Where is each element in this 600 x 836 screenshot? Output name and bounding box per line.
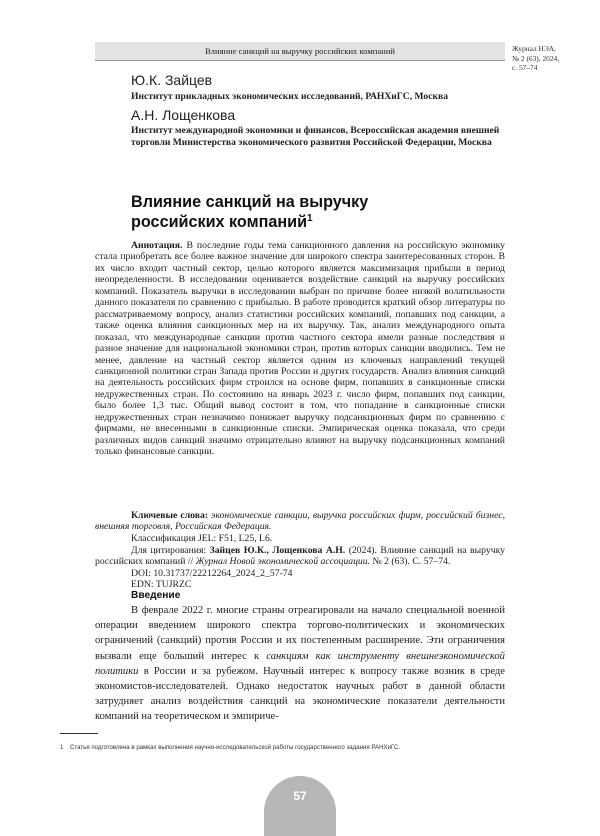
footnote xyxy=(60,744,530,751)
introduction-italic-phrase: санкциям как инструменту внешнеэкономической политики xyxy=(95,650,505,677)
running-header xyxy=(95,42,505,61)
page-number: 57 xyxy=(293,789,307,803)
edn: EDN: TUJRZC xyxy=(131,579,192,590)
citation-journal: Журнал Новой экономической ассоциации. xyxy=(195,556,371,568)
article-title-line1: Влияние санкций на выручку xyxy=(131,193,369,211)
journal-info-line1: Журнал НЭА, xyxy=(512,44,556,53)
journal-info xyxy=(512,44,596,73)
abstract-text: В последние годы тема санкционного давления на российскую экономику стала приобретать все более важное значение для широкого спектра заинтересованных сторон. В их число входит частный сектор, целью которого является максимизация прибыли в период неопределенности. В исследовании оценивается воздействие санкций на выручку российских компаний. Показатель выручки в исследовании выбран по причине более низкой волатильности данного показателя по сравнению с прибылью. В работе проводится краткий обзор литературы по рассматриваемому вопросу, анализ статистики российских компаний, попавших под санкции, а также оценка влияния санкционных мер на их выручку. Так, анализ международного опыта показал, что международные санкции против частного сектора имели разные последствия и разное значение для национальной экономики стран, против которых санкции вводились. Тем не менее, давление на частный сектор является одним из ключевых направлений текущей санкционной политики стран Запада против России и других государств. Анализ влияния санкций на деятельность российских фирм строился на основе фирм, попавших в санкционные списки недружественных стран. По состоянию на январь 2023 г. число фирм, попавших под санкции, было более 1,3 тыс. Общий вывод состоит в том, что попадание в санкционные списки недружественных стран незначимо понижает выручку подсанкционных фирм по сравнению с фирмами, не внесенными в санкционные списки. Эмпирическая оценка показала, что среди различных видов санкций значимо отрицательно влияют на выручку подсанкционных компаний только финансовые санкции. xyxy=(95,240,505,458)
citation-authors: Зайцев Ю.К., Лощенкова А.Н. xyxy=(209,545,346,556)
running-title: Влияние санкций на выручку российских компаний xyxy=(204,46,396,56)
article-title-line2: российских компаний$^1$ xyxy=(131,213,313,231)
page-number-badge xyxy=(264,776,336,836)
journal-info-line2: № 2 (63), 2024, xyxy=(512,53,560,63)
author-1-name: Ю.К. Зайцев xyxy=(131,72,213,88)
abstract xyxy=(95,240,505,458)
citation-label: Для цитирования: xyxy=(131,545,207,556)
article-title xyxy=(131,192,511,232)
footnote-text: Статья подготовлена в рамках выполнения научно-исследовательской работы государственного задания РАНХиГС. xyxy=(70,744,401,751)
abstract-label: Аннотация. xyxy=(131,240,183,251)
keywords-text: экономические санкции, выручка российских фирм, российский бизнес, внешняя торговля, Российская Федерация. xyxy=(95,510,505,533)
section-heading-introduction: Введение xyxy=(131,590,181,601)
title-footnote-mark[interactable]: 1 xyxy=(307,213,313,224)
author-1-affiliation: Институт прикладных экономических исследований, РАНХиГС, Москва xyxy=(131,91,448,102)
keywords xyxy=(95,510,505,533)
journal-info-line3: с. 57–74 xyxy=(512,63,538,73)
citation xyxy=(95,545,505,568)
author-2-affiliation: Институт международной экономики и финансов, Всероссийская академия внешней торговли Министерства экономического развития Российской Федерации, Москва xyxy=(131,125,500,148)
jel-classification: Классификация JEL: F51, L25, L6. xyxy=(131,533,273,544)
citation-tail: № 2 (63). С. 57–74. xyxy=(372,556,451,568)
doi[interactable]: DOI: 10.31737/22212264_2024_2_57-74 xyxy=(131,568,293,579)
citation-title: (2024). Влияние санкций на выручку российских компаний // xyxy=(95,545,505,568)
introduction-paragraph: В феврале 2022 г. многие страны отреагировали на начало специальной военной операции введением широкого спектра торгово-политических и экономических ограничений (санкций) против России и их постепенным расширение. Эти ограничения вызвали еще больший интерес к санкциям как инструменту внешнеэкономической политики в России и за рубежом. Научный интерес к вопросу также возник в среде экономистов-исследователей. Однако недостаток научных работ в данной области затрудняет анализ воздействия санкций на экономические показатели деятельности компаний на теоретическом и эмпириче- xyxy=(95,605,505,723)
footnote-divider xyxy=(60,733,98,734)
keywords-label: Ключевые слова: xyxy=(131,510,209,521)
author-2-name: А.Н. Лощенкова xyxy=(131,107,236,123)
footnote-mark: 1 xyxy=(60,744,64,751)
